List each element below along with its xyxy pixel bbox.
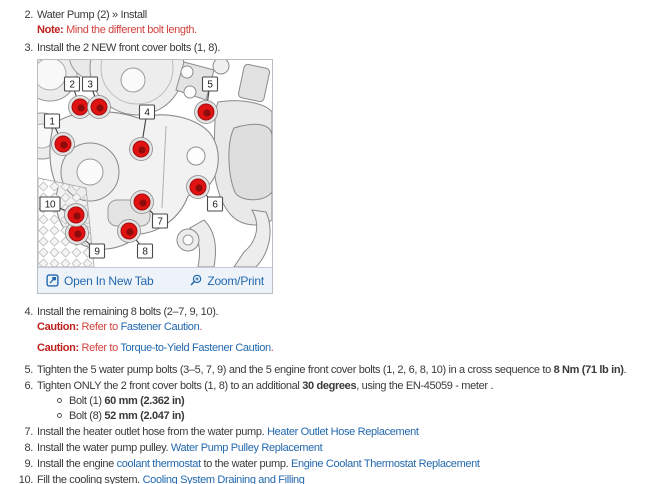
step-item bbox=[0, 363, 650, 378]
inline-link[interactable]: coolant thermostat bbox=[116, 458, 201, 470]
note-text bbox=[37, 23, 650, 38]
inline-link[interactable]: Torque-to-Yield Fastener Caution bbox=[120, 342, 271, 354]
zoom-print-label: Zoom/Print bbox=[207, 273, 264, 288]
zoom-print-link[interactable] bbox=[189, 274, 264, 288]
step-text bbox=[37, 8, 650, 23]
text-segment: Water Pump (2) » Install bbox=[37, 9, 147, 21]
text-segment: . bbox=[623, 364, 627, 376]
text-segment: Bolt (1) bbox=[69, 395, 105, 407]
text-segment: Bolt (8) bbox=[69, 410, 105, 422]
text-segment: 60 mm (2.362 in) bbox=[104, 395, 185, 407]
callout-number: 4 bbox=[144, 107, 150, 119]
step-item bbox=[0, 473, 650, 484]
text-segment: 30 degrees bbox=[302, 380, 357, 392]
text-segment: Caution: bbox=[37, 321, 79, 333]
text-segment: . bbox=[199, 321, 203, 333]
text-segment: Tighten ONLY the 2 front cover bolts (1, 8) to an additional bbox=[37, 380, 303, 392]
callout-number: 7 bbox=[157, 216, 163, 228]
step-item bbox=[0, 41, 650, 304]
text-segment: Install the remaining 8 bolts (2–7, 9, 10). bbox=[37, 306, 219, 318]
step-number: 3. bbox=[24, 42, 33, 54]
inline-link[interactable]: Fastener Caution bbox=[120, 321, 200, 333]
text-segment: to the water pump. bbox=[200, 458, 291, 470]
bullet-icon bbox=[57, 398, 62, 403]
magnifier-icon bbox=[189, 274, 202, 287]
text-segment: . bbox=[270, 342, 274, 354]
bullet-icon bbox=[57, 413, 62, 418]
engine-diagram-svg bbox=[38, 60, 272, 267]
step-text bbox=[37, 425, 650, 440]
open-in-new-tab-icon bbox=[46, 274, 59, 287]
text-segment: Install the 2 NEW front cover bolts (1, 8). bbox=[37, 42, 221, 54]
step-number: 10. bbox=[18, 474, 33, 484]
text-segment: Mind the different bolt length. bbox=[63, 24, 197, 36]
open-in-new-tab-label: Open In New Tab bbox=[64, 273, 154, 288]
step-number: 2. bbox=[24, 9, 33, 21]
text-segment: , using the EN-45059 - meter . bbox=[356, 380, 494, 392]
step-item bbox=[0, 305, 650, 362]
callout-number: 3 bbox=[87, 79, 93, 91]
step-item bbox=[0, 8, 650, 40]
step-text bbox=[37, 457, 650, 472]
inline-link[interactable]: Cooling System Draining and Filling bbox=[142, 474, 305, 484]
sub-bullet bbox=[37, 394, 650, 409]
text-segment: Refer to bbox=[78, 342, 121, 354]
text-segment: Fill the cooling system. bbox=[37, 474, 143, 484]
step-item bbox=[0, 441, 650, 456]
diagram-footer bbox=[38, 267, 272, 293]
step-text bbox=[37, 363, 650, 378]
step-text bbox=[37, 379, 650, 394]
text-segment: Note: bbox=[37, 24, 64, 36]
callout-number: 9 bbox=[94, 246, 100, 258]
bullet-text bbox=[69, 410, 184, 422]
callout-number: 8 bbox=[142, 246, 148, 258]
sub-bullet bbox=[37, 409, 650, 424]
step-text bbox=[37, 441, 650, 456]
text-segment: Tighten the 5 water pump bolts (3–5, 7, 9) and the 5 engine front cover bolts (1, 2, 6, 8, 10) in a cross sequence to bbox=[37, 364, 554, 376]
text-segment: Caution: bbox=[37, 342, 79, 354]
callout-number: 5 bbox=[207, 79, 213, 91]
step-number: 6. bbox=[24, 380, 33, 392]
step-number: 5. bbox=[24, 364, 33, 376]
callout-number: 10 bbox=[44, 199, 56, 211]
text-segment: Install the heater outlet hose from the water pump. bbox=[37, 426, 268, 438]
step-text bbox=[37, 473, 650, 484]
step-number: 8. bbox=[24, 442, 33, 454]
callout-number: 6 bbox=[212, 199, 218, 211]
callout-number: 1 bbox=[49, 116, 55, 128]
inline-link[interactable]: Engine Coolant Thermostat Replacement bbox=[291, 458, 480, 470]
step-number: 9. bbox=[24, 458, 33, 470]
caution-text bbox=[37, 341, 650, 356]
callout-number: 2 bbox=[69, 79, 75, 91]
step-text bbox=[37, 305, 650, 320]
caution-text bbox=[37, 320, 650, 335]
open-in-new-tab-link[interactable] bbox=[46, 274, 154, 288]
text-segment: Refer to bbox=[78, 321, 121, 333]
text-segment: 8 Nm (71 lb in) bbox=[553, 364, 624, 376]
inline-link[interactable]: Heater Outlet Hose Replacement bbox=[267, 426, 419, 438]
step-number: 4. bbox=[24, 306, 33, 318]
text-segment: 52 mm (2.047 in) bbox=[104, 410, 185, 422]
step-item bbox=[0, 379, 650, 424]
bullet-text bbox=[69, 395, 184, 407]
step-text bbox=[37, 41, 650, 56]
step-item bbox=[0, 425, 650, 440]
text-segment: Install the water pump pulley. bbox=[37, 442, 171, 454]
step-number: 7. bbox=[24, 426, 33, 438]
step-item bbox=[0, 457, 650, 472]
diagram-figure bbox=[37, 59, 273, 294]
inline-link[interactable]: Water Pump Pulley Replacement bbox=[170, 442, 323, 454]
text-segment: Install the engine bbox=[37, 458, 117, 470]
engine-front-cover-diagram[interactable] bbox=[38, 60, 272, 267]
